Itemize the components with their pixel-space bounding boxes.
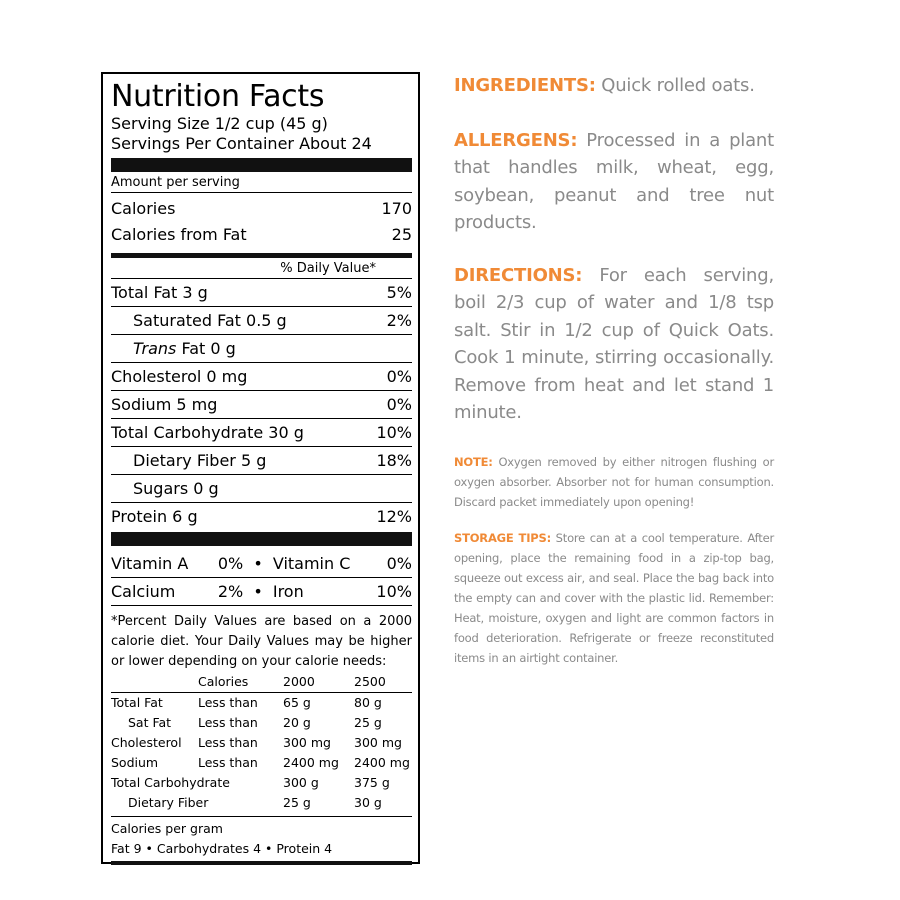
dv-cell: 2000: [283, 674, 315, 689]
allergens-heading: ALLERGENS:: [454, 129, 578, 151]
dv-cell: Less than: [198, 695, 258, 710]
dv-cell: Sodium: [111, 755, 159, 770]
calories-per-gram-label: Calories per gram: [111, 821, 223, 836]
divider-thin: [111, 816, 412, 817]
dv-table-header: [111, 672, 412, 692]
nutrient-label: Total Fat 3 g: [111, 283, 208, 302]
divider-medium: [111, 253, 412, 258]
nutrient-row-total-fat: [111, 279, 412, 306]
dv-cell: 20 g: [283, 715, 311, 730]
daily-value-header: % Daily Value*: [280, 261, 376, 276]
dv-cell: 80 g: [354, 695, 382, 710]
dv-cell: 2400 mg: [354, 755, 410, 770]
table-row: [111, 693, 412, 713]
dv-cell: 2500: [354, 674, 386, 689]
nutrient-row-cholesterol: [111, 362, 412, 390]
vitamin-a-pct: 0%: [217, 554, 244, 573]
vitamin-c-label: Vitamin C: [272, 554, 351, 573]
daily-values-footnote: *Percent Daily Values are based on a 2000 calorie diet. Your Daily Values may be higher or lower depending on your calorie needs:: [111, 614, 412, 669]
calories-from-fat-label: Calories from Fat: [111, 225, 247, 244]
dv-cell: Less than: [198, 755, 258, 770]
vitamin-c-pct: 0%: [386, 554, 412, 573]
nutrient-pct: 0%: [386, 395, 412, 414]
mineral-row: [111, 578, 412, 605]
table-row: [111, 713, 412, 733]
ingredients-text: Quick rolled oats.: [595, 75, 755, 96]
dv-cell: 65 g: [283, 695, 311, 710]
ingredients-section: [454, 72, 774, 100]
nutrient-label: Sodium 5 mg: [111, 395, 218, 414]
nutrient-label: Dietary Fiber 5 g: [133, 451, 267, 470]
directions-heading: DIRECTIONS:: [454, 264, 583, 286]
divider-thin: [111, 192, 412, 193]
storage-tips-section: [454, 528, 774, 668]
dv-cell: 300 g: [283, 775, 319, 790]
nutrient-row-dietary-fiber: [111, 446, 412, 474]
dv-cell: 300 mg: [283, 735, 331, 750]
nutrient-pct: 10%: [376, 423, 412, 442]
nutrient-label: Protein 6 g: [111, 507, 198, 526]
table-row: [111, 733, 412, 753]
dv-cell: Sat Fat: [128, 715, 172, 730]
allergens-text: Processed in a plant that handles milk, wheat, egg, soybean, peanut and tree nut products.: [454, 129, 774, 233]
nutrient-row-trans-fat: [111, 334, 412, 362]
nutrient-pct: 5%: [386, 283, 412, 302]
amount-per-serving: Amount per serving: [111, 175, 240, 190]
calcium-pct: 2%: [217, 582, 244, 601]
dv-cell: Less than: [198, 735, 258, 750]
dv-cell: 300 mg: [354, 735, 402, 750]
iron-label: Iron: [272, 582, 304, 601]
dv-cell: Dietary Fiber: [128, 795, 209, 810]
dv-cell: 375 g: [354, 775, 390, 790]
ingredients-heading: INGREDIENTS:: [454, 75, 596, 96]
calories-per-gram-values: Fat 9 • Carbohydrates 4 • Protein 4: [111, 841, 333, 856]
dv-cell: Cholesterol: [111, 735, 182, 750]
bullet: •: [253, 582, 263, 601]
calcium-label: Calcium: [111, 582, 176, 601]
nutrient-label: Cholesterol 0 mg: [111, 367, 248, 386]
calories-label: Calories: [111, 199, 176, 218]
divider-thick: [111, 158, 412, 172]
dv-cell: 25 g: [354, 715, 382, 730]
divider-thick: [111, 532, 412, 546]
calories-from-fat-row: [111, 222, 412, 248]
table-row: [111, 753, 412, 773]
nutrition-facts-label: [101, 72, 420, 864]
nutrient-label: Sugars 0 g: [133, 479, 219, 498]
directions-section: [454, 262, 774, 427]
nutrient-row-sodium: [111, 390, 412, 418]
dv-cell: Total Carbohydrate: [111, 775, 230, 790]
allergens-section: [454, 127, 774, 237]
bullet: •: [253, 554, 263, 573]
nutrient-pct: 2%: [386, 311, 412, 330]
table-row: [111, 773, 412, 793]
nutrient-row-protein: [111, 502, 412, 530]
nutrient-row-sugars: [111, 474, 412, 502]
nutrient-row-total-carbohydrate: [111, 418, 412, 446]
calories-from-fat-value: 25: [391, 225, 412, 244]
trans-fat-rest: Fat 0 g: [176, 339, 236, 358]
nutrient-label-trans: [111, 335, 236, 362]
table-row: [111, 793, 412, 813]
dv-cell: Total Fat: [111, 695, 163, 710]
calories-row: [111, 196, 412, 222]
nutrient-pct: 18%: [376, 451, 412, 470]
nutrient-pct: 12%: [376, 507, 412, 526]
nutrition-title: Nutrition Facts: [111, 79, 325, 114]
dv-cell: Calories: [198, 674, 249, 689]
product-info-column: [454, 72, 774, 668]
storage-tips-heading: STORAGE TIPS:: [454, 530, 551, 545]
note-section: [454, 452, 774, 512]
dv-cell: Less than: [198, 715, 258, 730]
dv-cell: 25 g: [283, 795, 311, 810]
nutrient-label: Total Carbohydrate 30 g: [111, 423, 304, 442]
storage-tips-text: Store can at a cool temperature. After opening, place the remaining food in a zip-top bag, squeeze out excess air, and seal. Place the bag back into the empty can and cover with the plastic lid. Remember: Heat, moisture, oxygen and light are common factors in food deterioration. Refrigerate or freeze reconstituted items in an airtight container.: [454, 530, 774, 665]
serving-size: Serving Size 1/2 cup (45 g): [111, 114, 328, 133]
daily-values-table: [111, 672, 412, 813]
note-text: Oxygen removed by either nitrogen flushing or oxygen absorber. Absorber not for human consumption. Discard packet immediately upon opening!: [454, 454, 774, 509]
calories-value: 170: [381, 199, 412, 218]
nutrient-label: Saturated Fat 0.5 g: [133, 311, 287, 330]
iron-pct: 10%: [376, 582, 412, 601]
dv-cell: 2400 mg: [283, 755, 339, 770]
trans-italic: Trans: [133, 339, 177, 358]
servings-per-container: Servings Per Container About 24: [111, 134, 372, 153]
vitamin-a-label: Vitamin A: [111, 554, 189, 573]
nutrient-pct: 0%: [386, 367, 412, 386]
vitamin-row: [111, 550, 412, 577]
nutrient-row-saturated-fat: [111, 306, 412, 334]
divider-bottom: [111, 861, 412, 865]
dv-cell: 30 g: [354, 795, 382, 810]
directions-text: For each serving, boil 2/3 cup of water and 1/8 tsp salt. Stir in 1/2 cup of Quick Oats. Cook 1 minute, stirring occasionally. Remove from heat and let stand 1 minute.: [454, 264, 774, 423]
note-heading: NOTE:: [454, 454, 493, 469]
dv-cell: [111, 672, 198, 692]
